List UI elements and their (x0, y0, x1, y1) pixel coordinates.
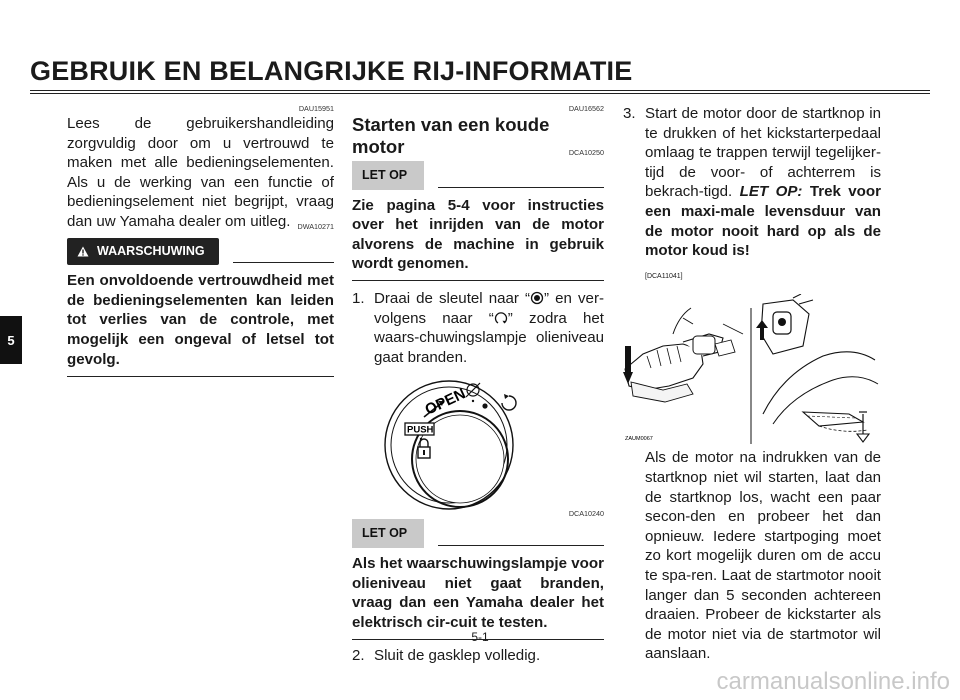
column-2 (352, 104, 604, 666)
page-title: GEBRUIK EN BELANGRIJKE RIJ-INFORMATIE (30, 56, 633, 86)
warning-header (67, 238, 334, 266)
ref-code: DAU15951 (298, 104, 334, 113)
note-rule (438, 545, 604, 546)
step-text-part: ” zodra het waars-chuwingslampje olieniveau gaat branden. (374, 309, 604, 366)
step-2 (352, 646, 604, 666)
open-label: OPEN (422, 385, 469, 419)
step-text-part: Start de motor door de startknop in te drukken of het kickstarterpedaal omlaag te trappen terwijl tegelijker-tijd de voor- of achterrem is bekrach-tigd. (645, 105, 881, 201)
starter-figure (623, 294, 881, 444)
note-text: Zie pagina 5-4 voor instructies over het inrijden van de motor alvorens de machine in gebruik wordt genomen. (352, 196, 604, 273)
push-label: PUSH (407, 424, 434, 436)
step-text-part: Draai de sleutel naar “ (374, 289, 531, 307)
after-paragraph: Als de motor na indrukken van de startknop niet wil starten, laat dan de startknop los, wacht een paar secon-den en probeer het dan opnieuw. Iedere startpoging moet zo kort mogelijk duren om de accu te spa-ren. Laat de startmotor nooit langer dan 5 seconden achtereen draaien. Probeer de kickstarter als de motor niet via de startmotor wil aanslaan. (645, 449, 881, 663)
key-start-icon (494, 311, 508, 325)
title-rule-top (30, 90, 930, 91)
intro-paragraph: Lees de gebruikershandleiding zorgvuldig door om u vertrouwd te maken met alle bedieningselementen. Als u de werking van een functie of bedieningselement niet begrijpt, vraag dan uw Yamaha dealer om uitleg. (67, 115, 334, 230)
step-text: Sluit de gasklep volledig. (374, 647, 541, 665)
key-switch-figure (352, 373, 604, 513)
ref-code: DCA10240 (568, 509, 604, 519)
step-text-part: ” en ver-volgens naar “ (374, 289, 604, 327)
warning-triangle-icon (77, 246, 89, 257)
step-1 (352, 289, 604, 367)
chapter-tab: 5 (0, 316, 22, 364)
step-3 (623, 104, 881, 261)
step-text (645, 104, 881, 261)
column-3 (623, 104, 881, 664)
note-rule (438, 187, 604, 188)
step-text (374, 289, 604, 367)
note-badge: LET OP (352, 161, 424, 190)
step-number: 2. (352, 647, 365, 665)
figure-code: ZAUM0067 (625, 436, 653, 443)
starter-button-illustration (756, 294, 813, 354)
warning-badge (67, 238, 219, 266)
on-position-icon (482, 404, 487, 409)
key-on-icon (530, 291, 544, 305)
ref-code: DAU16562 (568, 104, 604, 113)
warning-end-rule (67, 376, 334, 377)
column-1 (67, 104, 334, 377)
warning-rule (233, 262, 334, 263)
note-header (352, 519, 604, 548)
note-text: Als het waarschuwingslampje voor olieniveau niet gaat branden, vraag dan een Yamaha dealer het elektrisch cir-cuit te testen. (352, 554, 604, 631)
title-rule-bottom (30, 93, 930, 94)
note-end-rule (352, 280, 604, 281)
caution-text: Trek voor een maxi-male levensduur van de motor nooit hard op als de motor koud is! (645, 183, 881, 260)
hand-throttle-illustration (623, 308, 743, 402)
warning-text: Een onvoldoende vertrouwdheid met de bedieningselementen kan leiden tot verlies van de controle, met mogelijk een ongeval of letsel tot gevolg. (67, 272, 334, 368)
start-position-icon (502, 394, 516, 410)
note-header (352, 161, 604, 190)
warning-label: WAARSCHUWING (97, 243, 205, 258)
page-number: 5-1 (471, 630, 489, 644)
step-number: 1. (352, 289, 365, 307)
kick-pedal-illustration (763, 352, 878, 442)
section-heading: Starten van een koude motor (352, 114, 550, 157)
note-badge: LET OP (352, 519, 424, 548)
ref-code: [DCA11041] (645, 272, 683, 280)
ref-code: DCA10250 (568, 148, 604, 157)
watermark: carmanualsonline.info (716, 668, 950, 695)
ref-code: DWA10271 (297, 221, 334, 231)
step-number: 3. (623, 105, 636, 122)
caution-label: LET OP: (739, 183, 803, 201)
